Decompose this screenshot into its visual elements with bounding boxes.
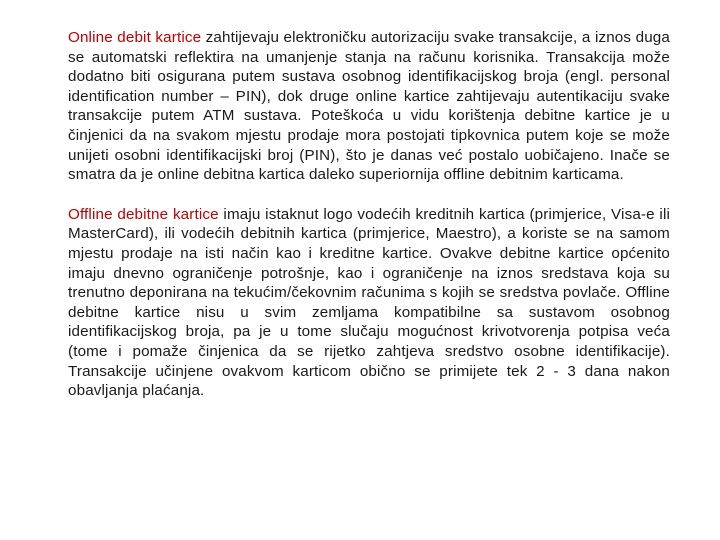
term-online-debit-cards: Online debit kartice	[68, 29, 202, 46]
paragraph-online-debit-text: zahtijevaju elektroničku autorizaciju svake transakcije, a iznos duga se automatski reflektira na umanjenje stanja na računu korisnika. Transakcija može dodatno biti osigurana putem sustava osobnog identifikacijskog broja (engl. personal identification number – PIN), dok druge online kartice zahtijevaju autentikaciju svake transakcije putem ATM sustava. Poteškoća u vidu korištenja debitne kartice je u činjenici da na svakom mjestu prodaje mora postojati tipkovnica putem koje se može unijeti osobni identifikacijski broj (PIN), što je danas već postalo uobičajeno. Inače se smatra da je online debitna kartica daleko superiornija offline debitnim karticama.	[68, 29, 670, 184]
paragraph-offline-debit-text: imaju istaknut logo vodećih kreditnih kartica (primjerice, Visa-e ili MasterCard), ili vodećih debitnih kartica (primjerice, Maestro), a koriste se na samom mjestu prodaje na isti način kao i kreditne kartice. Ovakve debitne kartice općenito imaju dnevno ograničenje potrošnje, kao i ograničenje na iznos sredstava koja su trenutno deponirana na tekućim/čekovnim računima s kojih se sredstva povlače. Offline debitne kartice nisu u svim zemljama kompatibilne sa sustavom osobnog identifikacijskog broja, pa je u tome slučaju mogućnost krivotvorenja potpisa veća (tome i pomaže činjenica da se rijetko zahtjeva sredstvo osobne identifikacije). Transakcije učinjene ovakvom karticom obično se primijete tek 2 - 3 dana nakon obavljanja plaćanja.	[68, 205, 670, 400]
document-body	[68, 28, 670, 401]
paragraph-online-debit	[68, 28, 670, 185]
term-offline-debit-cards: Offline debitne kartice	[68, 205, 219, 223]
paragraph-offline-debit	[68, 205, 670, 401]
